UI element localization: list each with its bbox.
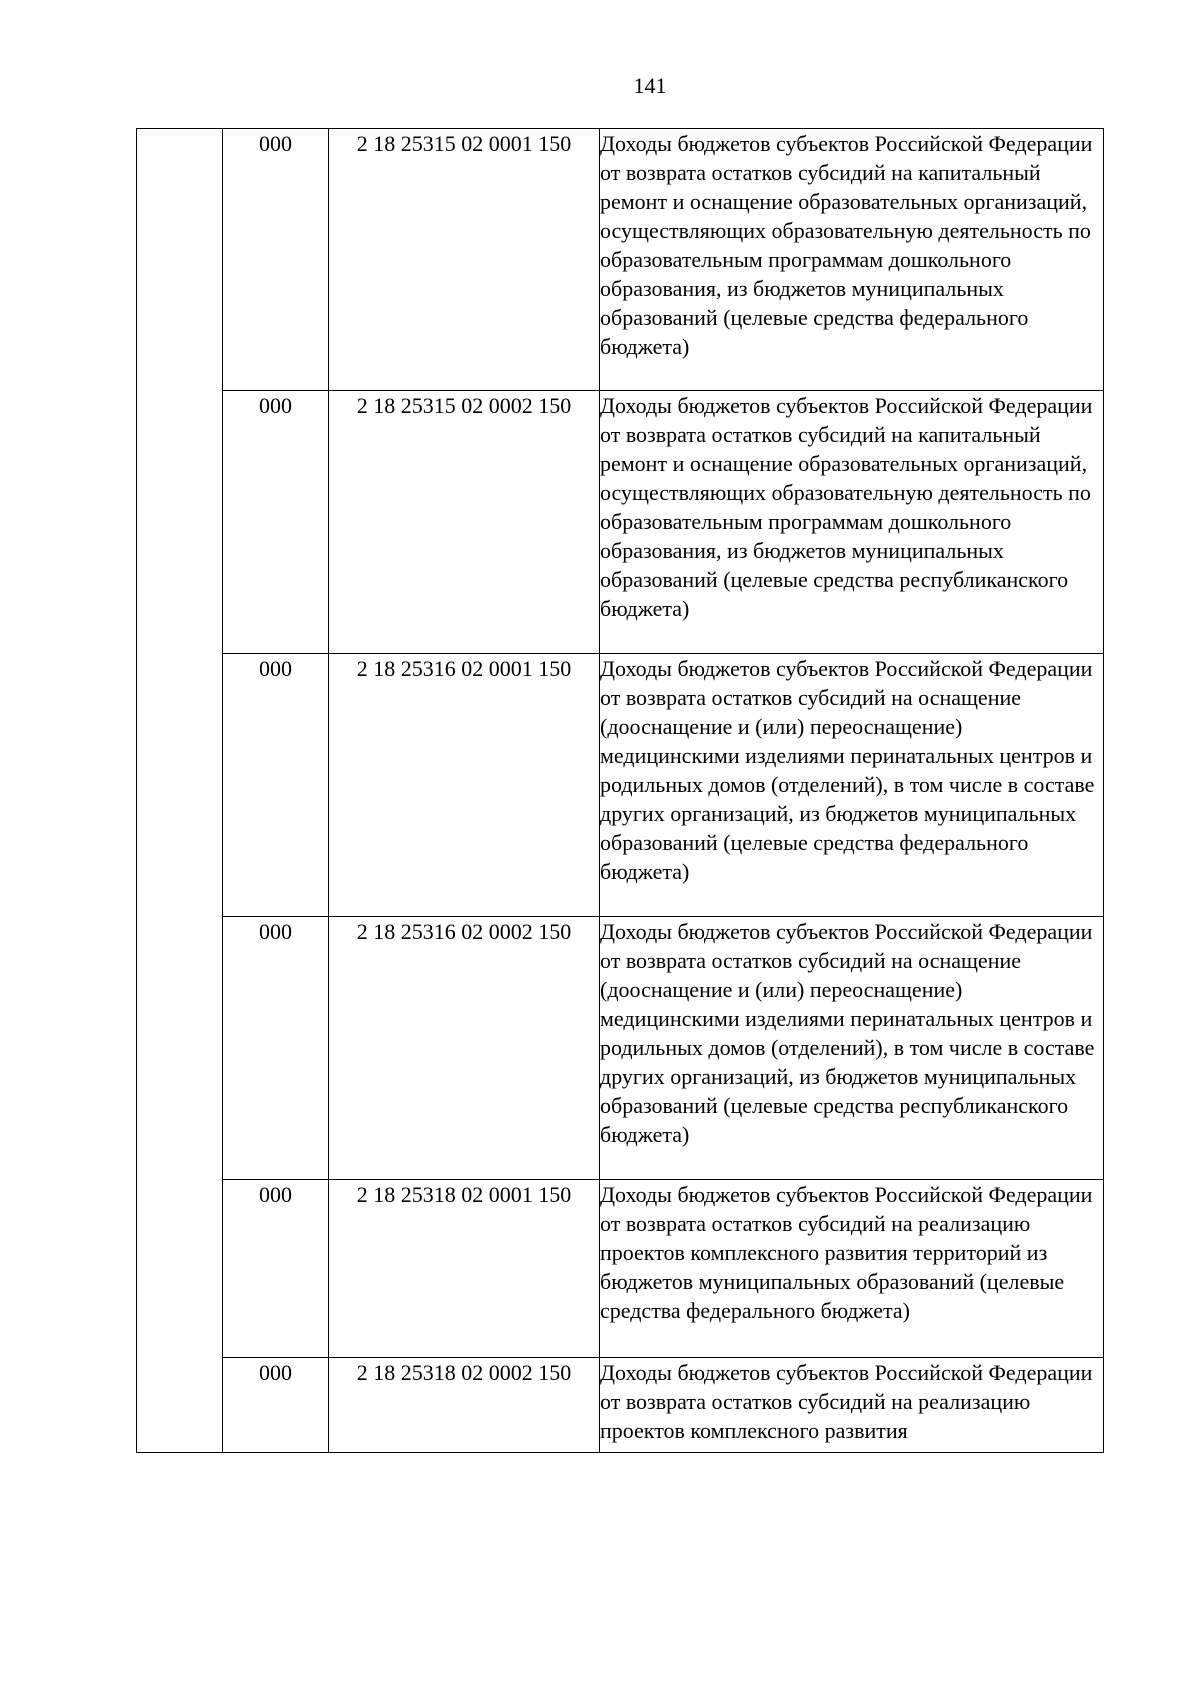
description-cell: Доходы бюджетов субъектов Российской Федерации от возврата остатков субсидий на оснащение (дооснащение и (или) переоснащение) медицинскими изделиями перинатальных центров и родильных домов (отделений), в том числе в составе других организаций, из бюджетов муниципальных образований (целевые средства федерального бюджета): [600, 654, 1104, 917]
description-cell: Доходы бюджетов субъектов Российской Федерации от возврата остатков субсидий на капитальный ремонт и оснащение образовательных организаций, осуществляющих образовательную деятельность по образовательным программам дошкольного образования, из бюджетов муниципальных образований (целевые средства федерального бюджета): [600, 129, 1104, 391]
description-cell: Доходы бюджетов субъектов Российской Федерации от возврата остатков субсидий на реализацию проектов комплексного развития территорий из бюджетов муниципальных образований (целевые средства федерального бюджета): [600, 1180, 1104, 1358]
description-cell: Доходы бюджетов субъектов Российской Федерации от возврата остатков субсидий на реализацию проектов комплексного развития: [600, 1358, 1104, 1453]
budget-code-cell: 2 18 25318 02 0001 150: [329, 1180, 600, 1358]
revenue-codes-table: [136, 128, 1104, 1453]
budget-code-cell: 2 18 25316 02 0002 150: [329, 917, 600, 1180]
admin-code-cell: 000: [223, 654, 329, 917]
admin-code-cell: 000: [223, 391, 329, 654]
description-cell: Доходы бюджетов субъектов Российской Федерации от возврата остатков субсидий на капитальный ремонт и оснащение образовательных организаций, осуществляющих образовательную деятельность по образовательным программам дошкольного образования, из бюджетов муниципальных образований (целевые средства республиканского бюджета): [600, 391, 1104, 654]
table-row: [137, 654, 1104, 917]
page-number: 141: [633, 73, 667, 98]
admin-code-cell: 000: [223, 1358, 329, 1453]
admin-code-cell: 000: [223, 917, 329, 1180]
budget-code-cell: 2 18 25315 02 0001 150: [329, 129, 600, 391]
budget-code-cell: 2 18 25316 02 0001 150: [329, 654, 600, 917]
admin-code-cell: 000: [223, 129, 329, 391]
description-cell: Доходы бюджетов субъектов Российской Федерации от возврата остатков субсидий на оснащение (дооснащение и (или) переоснащение) медицинскими изделиями перинатальных центров и родильных домов (отделений), в том числе в составе других организаций, из бюджетов муниципальных образований (целевые средства республиканского бюджета): [600, 917, 1104, 1180]
admin-code-cell: 000: [223, 1180, 329, 1358]
table-row: [137, 129, 1104, 391]
table-row: [137, 1180, 1104, 1358]
table-row: [137, 917, 1104, 1180]
budget-code-cell: 2 18 25318 02 0002 150: [329, 1358, 600, 1453]
table-row: [137, 391, 1104, 654]
table-row: [137, 1358, 1104, 1453]
empty-first-column: [137, 129, 223, 1453]
budget-code-cell: 2 18 25315 02 0002 150: [329, 391, 600, 654]
